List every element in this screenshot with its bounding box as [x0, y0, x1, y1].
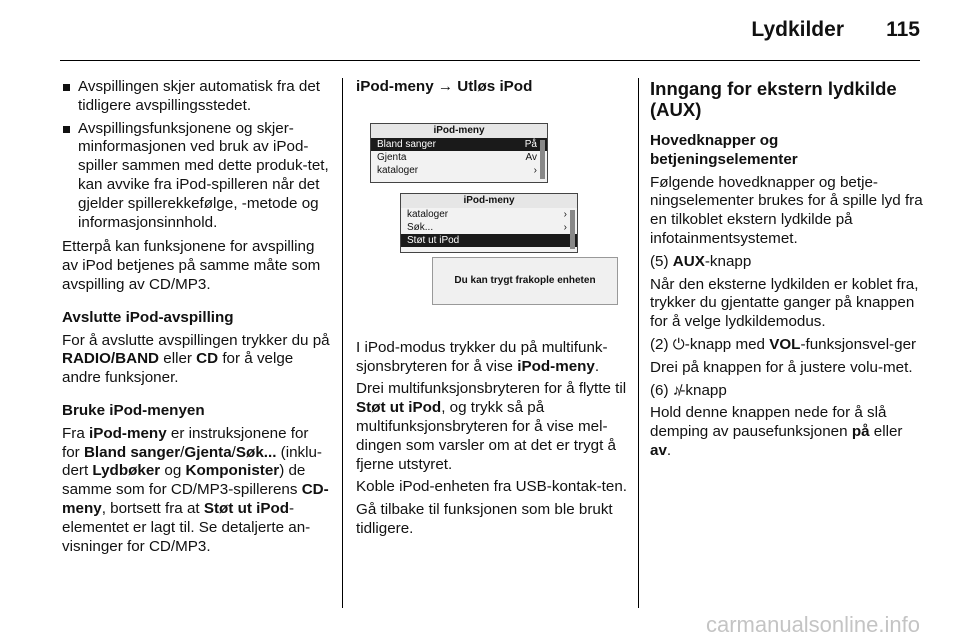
- paragraph: I iPod-modus trykker du på multifunk-sjonsbryteren for å vise iPod-meny.: [356, 338, 608, 375]
- subheading: Hovedknapper og betjeningselementer: [650, 132, 798, 168]
- bullet-square-icon: [63, 126, 70, 133]
- paragraph: Koble iPod-enheten fra USB-kontak-ten.: [356, 478, 628, 496]
- scrollbar: [540, 140, 545, 179]
- menu-row: kataloger ›: [377, 164, 537, 176]
- paragraph: Når den eksterne lydkilden er koblet fra, trykker du gjentatte ganger på knappen for å velge lydkildemodus.: [650, 275, 919, 331]
- watermark: carmanualsonline.info: [705, 612, 920, 637]
- paragraph: Drei multifunksjonsbryteren for å flytte til Støt ut iPod, og trykk så på multifunksjonsbryteren for å vise mel-dingen som varsler om at det er trygt å fjerne utstyret.: [356, 380, 627, 473]
- paragraph: (2) ⏻-knapp med VOL-funksjonsvel-ger: [650, 335, 917, 353]
- page-header: [0, 0, 960, 60]
- bullet-item: Avspillingen skjer automatisk fra det tidligere avspillingsstedet.: [62, 78, 330, 116]
- subheading: Bruke iPod-menyen: [62, 401, 205, 419]
- screen-title: iPod-meny: [371, 124, 547, 138]
- scrollbar: [570, 210, 575, 249]
- menu-row: Gjenta Av: [377, 151, 537, 163]
- bullet-item: Avspillingsfunksjonene og skjer-minformasjonen ved bruk av iPod-spiller sammen med dette produk-tet, kan avvike fra iPod-spilleren når det gjelder spillerekkefølge, -metode og informasjonsinnhold.: [62, 120, 330, 233]
- screen-title: iPod-meny: [401, 194, 577, 208]
- bullet-list: [62, 78, 330, 232]
- paragraph: For å avslutte avspillingen trykker du på RADIO/BAND eller CD for å velge andre funksjoner.: [62, 331, 330, 387]
- paragraph: Fra iPod-meny er instruksjonene for for Bland sanger/Gjenta/Søk... (inklu-dert Lydbøker og Komponister) de samme som for CD/MP3-spillerens CD-meny, bortsett fra at Støt ut iPod-elementet er lagt til. Se detaljerte an-visninger for CD/MP3.: [62, 424, 329, 555]
- paragraph: (6) ♪̸-knapp: [650, 381, 727, 399]
- ipod-menu-screen-2: [400, 193, 578, 253]
- mute-icon: ♪̸: [672, 381, 681, 399]
- page-title: Lydkilder: [751, 18, 844, 41]
- ipod-menu-screen-1: [370, 123, 548, 183]
- column-right: [650, 78, 926, 465]
- paragraph: Følgende hovedknapper og betje-ningselementer brukes for å spille lyd fra en tilkoblet ekstern lydkilde på infotainmentsystemet.: [650, 173, 923, 247]
- menu-row: Søk... ›: [407, 221, 567, 233]
- power-icon: ⏻: [672, 335, 685, 353]
- column-divider-2: [638, 78, 639, 608]
- ipod-menu-figure: [356, 109, 620, 323]
- column-middle: [356, 78, 628, 543]
- column-divider-1: [342, 78, 343, 608]
- header-rule: [60, 60, 920, 61]
- paragraph: Hold denne knappen nede for å slå demping av pausefunksjonen på eller av.: [650, 404, 903, 459]
- safe-removal-message: Du kan trygt frakople enheten: [432, 257, 618, 305]
- menu-row: Bland sanger På: [371, 138, 547, 151]
- page-number: 115: [886, 18, 920, 41]
- column-left: [62, 78, 330, 560]
- paragraph: (5) AUX-knapp: [650, 252, 752, 270]
- paragraph: Gå tilbake til funksjonen som ble brukt tidligere.: [356, 501, 613, 537]
- section-heading: Inngang for ekstern lydkilde (AUX): [650, 78, 897, 120]
- paragraph: Etterpå kan funksjonene for avspilling av iPod betjenes på samme måte som avspilling av CD/MP3.: [62, 238, 321, 293]
- bullet-square-icon: [63, 84, 70, 91]
- menu-row: kataloger ›: [407, 208, 567, 220]
- paragraph: Drei på knappen for å justere volu-met.: [650, 358, 913, 376]
- menu-row: Støt ut iPod: [401, 234, 577, 247]
- subheading: iPod-meny → Utløs iPod: [356, 78, 533, 95]
- subheading: Avslutte iPod-avspilling: [62, 308, 234, 326]
